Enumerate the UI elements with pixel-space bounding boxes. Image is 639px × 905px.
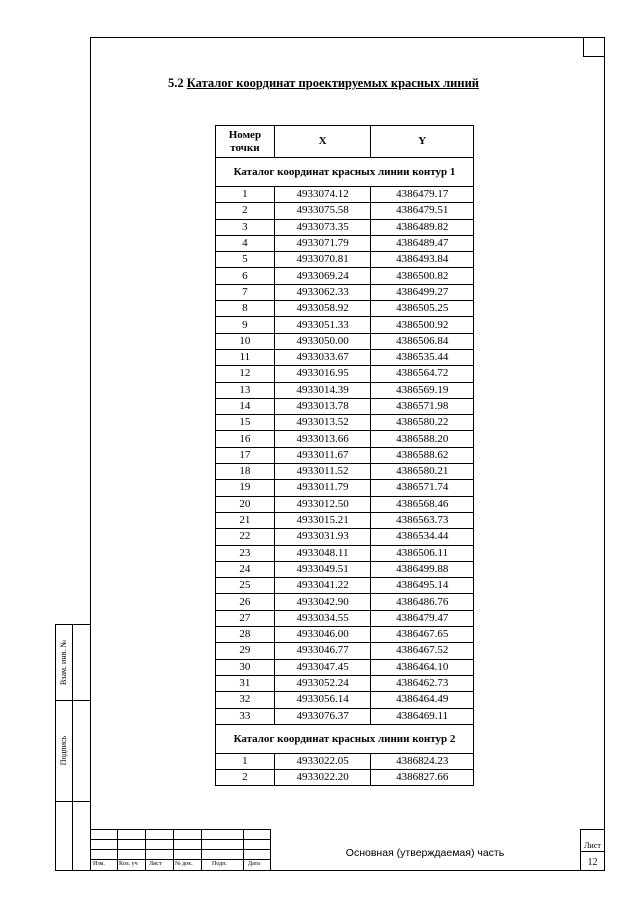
table-row	[216, 366, 474, 382]
table-row	[216, 268, 474, 284]
x-cell: 4933076.37	[274, 708, 371, 724]
point-number-cell: 21	[216, 512, 275, 528]
y-cell: 4386479.47	[371, 610, 474, 626]
section-title: Каталог координат проектируемых красных линий	[186, 76, 479, 90]
sheet-label: Лист	[584, 841, 601, 850]
header-point-number: Номер точки	[216, 126, 275, 158]
point-number-cell: 3	[216, 219, 275, 235]
point-number-cell: 19	[216, 480, 275, 496]
y-cell: 4386467.52	[371, 643, 474, 659]
table-row	[216, 235, 474, 251]
y-cell: 4386505.25	[371, 301, 474, 317]
caption-kol-uch: Кол. уч	[119, 861, 138, 867]
y-cell: 4386824.23	[371, 753, 474, 769]
caption-izm: Изм.	[93, 861, 105, 867]
table-row	[216, 187, 474, 203]
table-row	[216, 643, 474, 659]
x-cell: 4933048.11	[274, 545, 371, 561]
x-cell: 4933069.24	[274, 268, 371, 284]
x-cell: 4933049.51	[274, 561, 371, 577]
y-cell: 4386479.51	[371, 203, 474, 219]
point-number-cell: 22	[216, 529, 275, 545]
point-number-cell: 1	[216, 753, 275, 769]
x-cell: 4933022.20	[274, 770, 371, 786]
point-number-cell: 23	[216, 545, 275, 561]
x-cell: 4933041.22	[274, 578, 371, 594]
caption-list: Лист	[149, 861, 162, 867]
point-number-cell: 28	[216, 627, 275, 643]
group-label: Каталог координат красных линии контур 2	[216, 724, 474, 753]
point-number-cell: 6	[216, 268, 275, 284]
table-row	[216, 415, 474, 431]
x-cell: 4933011.67	[274, 447, 371, 463]
y-cell: 4386588.62	[371, 447, 474, 463]
x-cell: 4933058.92	[274, 301, 371, 317]
table-row	[216, 447, 474, 463]
table-row	[216, 464, 474, 480]
x-cell: 4933070.81	[274, 252, 371, 268]
point-number-cell: 17	[216, 447, 275, 463]
point-number-cell: 20	[216, 496, 275, 512]
page-title	[168, 76, 479, 91]
y-cell: 4386569.19	[371, 382, 474, 398]
y-cell: 4386534.44	[371, 529, 474, 545]
table-row	[216, 284, 474, 300]
point-number-cell: 15	[216, 415, 275, 431]
point-number-cell: 30	[216, 659, 275, 675]
point-number-cell: 4	[216, 235, 275, 251]
x-cell: 4933052.24	[274, 675, 371, 691]
table-row	[216, 512, 474, 528]
table-row	[216, 317, 474, 333]
y-cell: 4386506.11	[371, 545, 474, 561]
point-number-cell: 11	[216, 349, 275, 365]
y-cell: 4386500.82	[371, 268, 474, 284]
x-cell: 4933022.05	[274, 753, 371, 769]
x-cell: 4933075.58	[274, 203, 371, 219]
header-x: X	[274, 126, 371, 158]
x-cell: 4933073.35	[274, 219, 371, 235]
x-cell: 4933016.95	[274, 366, 371, 382]
table-row	[216, 692, 474, 708]
table-row	[216, 529, 474, 545]
y-cell: 4386571.74	[371, 480, 474, 496]
x-cell: 4933050.00	[274, 333, 371, 349]
table-header-row	[216, 126, 474, 158]
coordinates-table	[215, 125, 474, 786]
x-cell: 4933034.55	[274, 610, 371, 626]
group-header-row	[216, 158, 474, 187]
point-number-cell: 2	[216, 203, 275, 219]
point-number-cell: 25	[216, 578, 275, 594]
side-label-sign: Подпись	[59, 735, 69, 766]
point-number-cell: 1	[216, 187, 275, 203]
table-row	[216, 753, 474, 769]
table-row	[216, 480, 474, 496]
y-cell: 4386500.92	[371, 317, 474, 333]
y-cell: 4386564.72	[371, 366, 474, 382]
x-cell: 4933033.67	[274, 349, 371, 365]
point-number-cell: 33	[216, 708, 275, 724]
y-cell: 4386493.84	[371, 252, 474, 268]
point-number-cell: 29	[216, 643, 275, 659]
table-row	[216, 675, 474, 691]
x-cell: 4933011.79	[274, 480, 371, 496]
point-number-cell: 26	[216, 594, 275, 610]
title-block	[90, 829, 605, 871]
x-cell: 4933046.00	[274, 627, 371, 643]
y-cell: 4386489.47	[371, 235, 474, 251]
point-number-cell: 32	[216, 692, 275, 708]
table-row	[216, 398, 474, 414]
x-cell: 4933074.12	[274, 187, 371, 203]
side-label-inv: Взам. инв. №	[59, 639, 69, 686]
point-number-cell: 14	[216, 398, 275, 414]
section-number: 5.2	[168, 76, 184, 90]
table-row	[216, 301, 474, 317]
table-row	[216, 252, 474, 268]
table-row	[216, 627, 474, 643]
y-cell: 4386580.21	[371, 464, 474, 480]
y-cell: 4386462.73	[371, 675, 474, 691]
y-cell: 4386571.98	[371, 398, 474, 414]
y-cell: 4386580.22	[371, 415, 474, 431]
caption-date: Дата	[248, 861, 260, 867]
y-cell: 4386499.88	[371, 561, 474, 577]
x-cell: 4933031.93	[274, 529, 371, 545]
table-row	[216, 770, 474, 786]
y-cell: 4386479.17	[371, 187, 474, 203]
y-cell: 4386827.66	[371, 770, 474, 786]
x-cell: 4933047.45	[274, 659, 371, 675]
group-label: Каталог координат красных линии контур 1	[216, 158, 474, 187]
y-cell: 4386499.27	[371, 284, 474, 300]
x-cell: 4933011.52	[274, 464, 371, 480]
x-cell: 4933062.33	[274, 284, 371, 300]
table-row	[216, 594, 474, 610]
x-cell: 4933071.79	[274, 235, 371, 251]
y-cell: 4386464.10	[371, 659, 474, 675]
y-cell: 4386486.76	[371, 594, 474, 610]
point-number-cell: 12	[216, 366, 275, 382]
point-number-cell: 5	[216, 252, 275, 268]
point-number-cell: 13	[216, 382, 275, 398]
x-cell: 4933012.50	[274, 496, 371, 512]
table-row	[216, 431, 474, 447]
point-number-cell: 10	[216, 333, 275, 349]
table-row	[216, 349, 474, 365]
document-title: Основная (утверждаемая) часть	[345, 847, 505, 859]
point-number-cell: 16	[216, 431, 275, 447]
y-cell: 4386495.14	[371, 578, 474, 594]
header-y: Y	[371, 126, 474, 158]
table-row	[216, 561, 474, 577]
y-cell: 4386464.49	[371, 692, 474, 708]
table-row	[216, 203, 474, 219]
y-cell: 4386535.44	[371, 349, 474, 365]
x-cell: 4933013.78	[274, 398, 371, 414]
group-header-row	[216, 724, 474, 753]
table-row	[216, 382, 474, 398]
x-cell: 4933046.77	[274, 643, 371, 659]
table-row	[216, 496, 474, 512]
point-number-cell: 9	[216, 317, 275, 333]
point-number-cell: 24	[216, 561, 275, 577]
y-cell: 4386506.84	[371, 333, 474, 349]
table-row	[216, 578, 474, 594]
y-cell: 4386489.82	[371, 219, 474, 235]
point-number-cell: 8	[216, 301, 275, 317]
side-stamp-column	[55, 624, 90, 871]
frame-corner-tab	[583, 37, 605, 57]
x-cell: 4933013.66	[274, 431, 371, 447]
x-cell: 4933015.21	[274, 512, 371, 528]
caption-sign: Подп.	[212, 861, 227, 867]
y-cell: 4386568.46	[371, 496, 474, 512]
point-number-cell: 7	[216, 284, 275, 300]
point-number-cell: 2	[216, 770, 275, 786]
table-row	[216, 545, 474, 561]
x-cell: 4933056.14	[274, 692, 371, 708]
caption-doc-number: № док.	[175, 861, 193, 867]
sheet-number: 12	[587, 857, 598, 868]
table-row	[216, 659, 474, 675]
y-cell: 4386588.20	[371, 431, 474, 447]
table-row	[216, 333, 474, 349]
x-cell: 4933013.52	[274, 415, 371, 431]
table-row	[216, 219, 474, 235]
y-cell: 4386563.73	[371, 512, 474, 528]
x-cell: 4933042.90	[274, 594, 371, 610]
y-cell: 4386469.11	[371, 708, 474, 724]
point-number-cell: 27	[216, 610, 275, 626]
y-cell: 4386467.65	[371, 627, 474, 643]
x-cell: 4933051.33	[274, 317, 371, 333]
table-row	[216, 610, 474, 626]
point-number-cell: 31	[216, 675, 275, 691]
x-cell: 4933014.39	[274, 382, 371, 398]
table-row	[216, 708, 474, 724]
point-number-cell: 18	[216, 464, 275, 480]
